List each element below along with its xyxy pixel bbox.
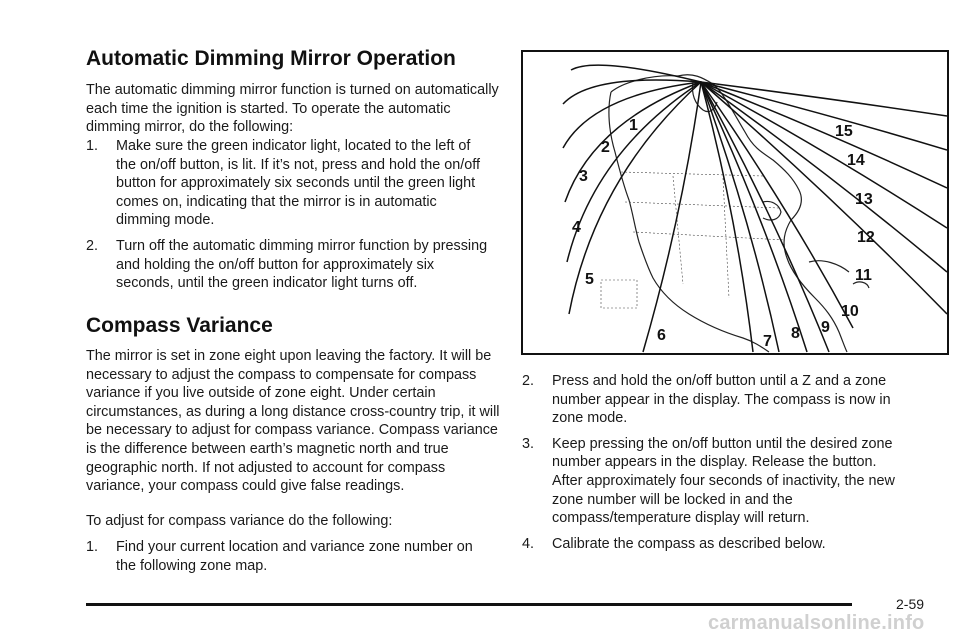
step-text: Calibrate the compass as described below.	[552, 535, 826, 552]
zone-label: 15	[835, 123, 853, 140]
footer-rule	[86, 603, 852, 606]
list-item	[522, 372, 908, 428]
step-number: 1.	[86, 138, 99, 154]
zone-label: 5	[585, 271, 594, 288]
compass-steps-left	[86, 538, 488, 582]
zone-label: 10	[841, 303, 859, 320]
page-number: 2-59	[896, 596, 925, 612]
compass-adjust-intro: To adjust for compass variance do the following:	[86, 513, 393, 529]
step-number: 1.	[86, 539, 99, 555]
zone-boundary-line	[563, 80, 701, 104]
step-number: 2.	[86, 237, 99, 254]
zone-map-graphic	[523, 52, 947, 353]
zone-boundary-line	[563, 82, 701, 148]
zone-boundary-line	[701, 82, 947, 116]
list-item	[522, 535, 908, 554]
section-heading-automatic-dimming: Automatic Dimming Mirror Operation	[86, 47, 456, 70]
zone-boundary-line	[701, 82, 947, 314]
zone-label: 8	[791, 325, 800, 342]
zone-label: 1	[629, 117, 638, 134]
compass-variance-body: The mirror is set in zone eight upon leaving the factory. It will be necessary to adjust the compass to compensate for compass variance if you live outside of zone eight. Under certain circumstances, as during a long distance cross-country trip, it will be necessary to adjust for compass variance. Compass variance is the difference between earth’s magnetic north and true geographic north. If not adjusted to account for compass variance, your compass could give false readings.	[86, 348, 500, 495]
list-item	[86, 237, 488, 293]
zone-label: 3	[579, 168, 588, 185]
zone-label: 9	[821, 319, 830, 336]
section-heading-compass-variance: Compass Variance	[86, 314, 273, 337]
step-text: Make sure the green indicator light, located to the left of the on/off button, is lit. If it’s not, press and hold the on/off button for approximately six seconds until the green light comes on, indicating that the mirror is in automatic dimming mode.	[116, 138, 481, 229]
zone-label: 7	[763, 333, 772, 350]
step-number: 2.	[522, 373, 535, 389]
list-item	[522, 435, 908, 528]
zone-lines	[563, 65, 947, 352]
step-text: Turn off the automatic dimming mirror function by pressing and holding the on/off button for approximately six seconds, until the green indicator light turns off.	[116, 237, 488, 292]
compass-zone-map	[521, 50, 949, 355]
zone-label: 6	[657, 327, 666, 344]
step-text: Press and hold the on/off button until a Z and a zone number appear in the display. The compass is now in zone mode.	[552, 373, 891, 427]
watermark: carmanualsonline.info	[708, 612, 925, 634]
zone-label: 2	[601, 139, 610, 156]
compass-steps-right	[522, 372, 908, 560]
zone-label: 14	[847, 152, 865, 169]
zone-label: 11	[855, 267, 872, 284]
zone-boundary-line	[701, 82, 947, 150]
step-number: 4.	[522, 535, 535, 552]
zone-boundary-line	[701, 82, 807, 352]
automatic-dimming-steps	[86, 137, 488, 300]
zone-label: 12	[857, 229, 875, 246]
step-number: 3.	[522, 435, 535, 452]
zone-label: 4	[572, 219, 581, 236]
step-text: Find your current location and variance zone number on the following zone map.	[116, 539, 473, 574]
zone-boundary-line	[643, 82, 701, 352]
zone-label: 13	[855, 191, 873, 208]
list-item	[86, 137, 488, 230]
zone-boundary-line	[571, 65, 701, 82]
list-item	[86, 538, 488, 575]
step-text: Keep pressing the on/off button until the desired zone number appears in the display. Release the button. After approximately four seconds of inactivity, the new zone number will be locked in and the compass/temperature display will return.	[552, 435, 895, 527]
automatic-dimming-intro: The automatic dimming mirror function is turned on automatically each time the ignition is started. To operate the automatic dimming mirror, do the following:	[86, 82, 499, 136]
